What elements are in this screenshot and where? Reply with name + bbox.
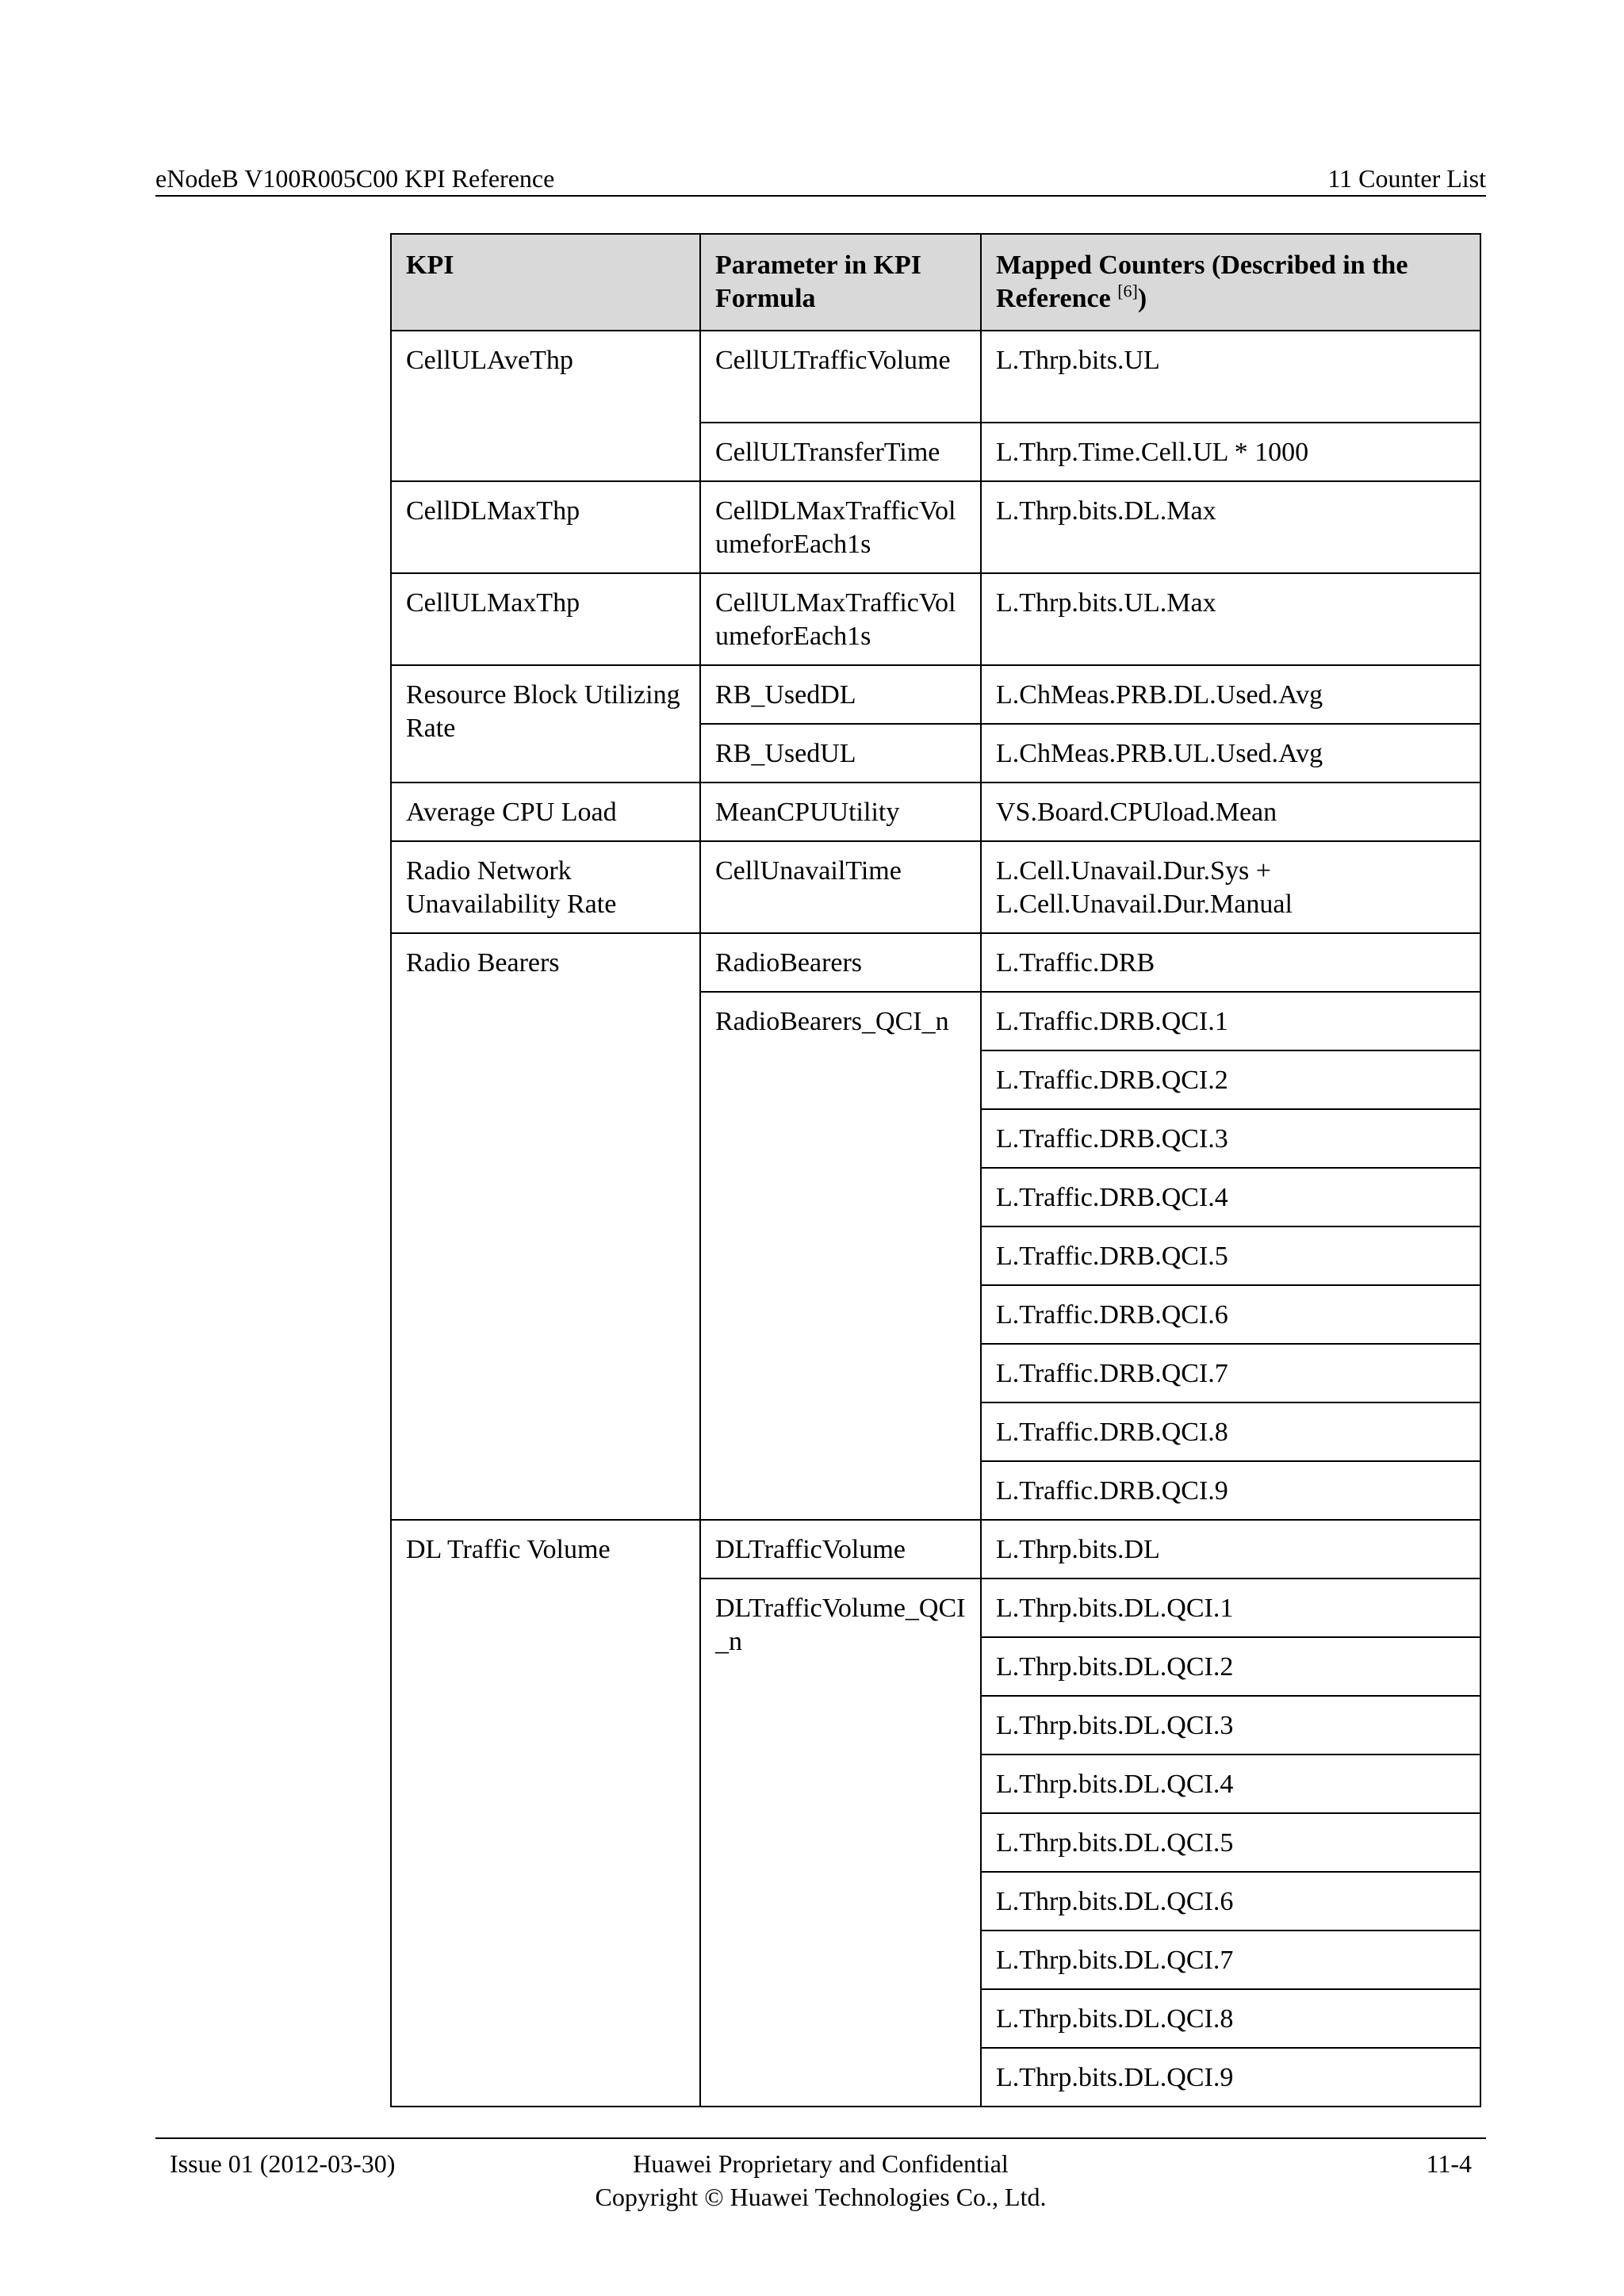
copyright-notice: Copyright © Huawei Technologies Co., Ltd. — [595, 2183, 1047, 2211]
parameter-cell: DLTrafficVolume_QCI_n — [700, 1578, 981, 2107]
parameter-cell: RB_UsedUL — [700, 724, 981, 783]
counter-cell: L.Traffic.DRB.QCI.4 — [981, 1168, 1480, 1226]
table-row — [391, 481, 1480, 573]
kpi-cell: DL Traffic Volume — [391, 1520, 700, 2107]
confidential-notice: Huawei Proprietary and Confidential — [633, 2149, 1009, 2178]
counter-cell: L.Thrp.bits.DL.QCI.8 — [981, 1989, 1480, 2048]
kpi-cell: CellULMaxThp — [391, 573, 700, 665]
table-row — [391, 573, 1480, 665]
page-number: 11-4 — [1426, 2149, 1472, 2178]
counter-cell: L.Thrp.bits.DL.QCI.6 — [981, 1872, 1480, 1931]
kpi-cell: Radio Bearers — [391, 933, 700, 1520]
parameter-cell: CellULMaxTrafficVolumeforEach1s — [700, 573, 981, 665]
header-kpi: KPI — [391, 234, 700, 331]
counter-cell: L.Thrp.bits.DL — [981, 1520, 1480, 1578]
document-title: eNodeB V100R005C00 KPI Reference — [155, 164, 555, 193]
counter-cell: L.Traffic.DRB.QCI.9 — [981, 1461, 1480, 1520]
counter-cell: L.ChMeas.PRB.DL.Used.Avg — [981, 665, 1480, 724]
table-header-row — [391, 234, 1480, 331]
reference-link[interactable]: [6] — [1117, 281, 1138, 301]
kpi-cell: Resource Block Utilizing Rate — [391, 665, 700, 783]
header-counters-close: ) — [1137, 284, 1147, 313]
kpi-counter-table — [390, 233, 1481, 2107]
table-row — [391, 1520, 1480, 1578]
page-header — [155, 162, 1486, 197]
page-footer — [155, 2137, 1486, 2211]
counter-line: L.Cell.Unavail.Dur.Manual — [996, 890, 1293, 919]
counter-cell: L.Traffic.DRB.QCI.1 — [981, 992, 1480, 1050]
counter-cell: L.Traffic.DRB.QCI.7 — [981, 1344, 1480, 1402]
kpi-cell: CellDLMaxThp — [391, 481, 700, 573]
counter-cell: L.Traffic.DRB.QCI.5 — [981, 1226, 1480, 1285]
counter-cell: L.Traffic.DRB.QCI.6 — [981, 1285, 1480, 1344]
counter-cell: L.Thrp.bits.DL.QCI.7 — [981, 1931, 1480, 1989]
parameter-cell: CellUnavailTime — [700, 841, 981, 933]
table-row — [391, 783, 1480, 841]
counter-cell: L.Thrp.bits.DL.QCI.9 — [981, 2048, 1480, 2107]
header-parameter: Parameter in KPI Formula — [700, 234, 981, 331]
counter-cell: L.Traffic.DRB.QCI.3 — [981, 1109, 1480, 1168]
counter-cell: L.Thrp.bits.DL.Max — [981, 481, 1480, 573]
footer-center — [155, 2147, 1486, 2214]
counter-cell: L.Thrp.bits.UL — [981, 331, 1480, 423]
header-mapped-counters — [981, 234, 1480, 331]
header-counters-text: Mapped Counters (Described in the Reference — [996, 251, 1408, 313]
parameter-cell: MeanCPUUtility — [700, 783, 981, 841]
parameter-cell: RadioBearers_QCI_n — [700, 992, 981, 1520]
chapter-title: 11 Counter List — [1327, 164, 1486, 193]
counter-cell: L.Thrp.bits.DL.QCI.3 — [981, 1696, 1480, 1755]
parameter-cell: DLTrafficVolume — [700, 1520, 981, 1578]
counter-cell: L.Thrp.bits.DL.QCI.5 — [981, 1813, 1480, 1872]
table-row — [391, 665, 1480, 724]
counter-cell: L.Traffic.DRB — [981, 933, 1480, 992]
counter-cell: L.ChMeas.PRB.UL.Used.Avg — [981, 724, 1480, 783]
counter-cell — [981, 841, 1480, 933]
counter-line: L.Cell.Unavail.Dur.Sys + — [996, 856, 1271, 886]
kpi-cell: Average CPU Load — [391, 783, 700, 841]
parameter-cell: CellULTransferTime — [700, 423, 981, 481]
counter-cell: L.Thrp.Time.Cell.UL * 1000 — [981, 423, 1480, 481]
counter-cell: L.Thrp.bits.DL.QCI.4 — [981, 1755, 1480, 1813]
counter-cell: L.Thrp.bits.DL.QCI.1 — [981, 1578, 1480, 1637]
table-row — [391, 841, 1480, 933]
counter-cell: L.Traffic.DRB.QCI.8 — [981, 1402, 1480, 1461]
counter-cell: L.Thrp.bits.DL.QCI.2 — [981, 1637, 1480, 1696]
parameter-cell: RB_UsedDL — [700, 665, 981, 724]
parameter-cell: CellDLMaxTrafficVolumeforEach1s — [700, 481, 981, 573]
counter-cell: L.Thrp.bits.UL.Max — [981, 573, 1480, 665]
table-row — [391, 331, 1480, 423]
counter-cell: L.Traffic.DRB.QCI.2 — [981, 1050, 1480, 1109]
kpi-cell: Radio Network Unavailability Rate — [391, 841, 700, 933]
parameter-cell: CellULTrafficVolume — [700, 331, 981, 423]
table-row — [391, 933, 1480, 992]
issue-date: Issue 01 (2012-03-30) — [170, 2149, 396, 2178]
kpi-cell: CellULAveThp — [391, 331, 700, 481]
parameter-cell: RadioBearers — [700, 933, 981, 992]
counter-cell: VS.Board.CPUload.Mean — [981, 783, 1480, 841]
